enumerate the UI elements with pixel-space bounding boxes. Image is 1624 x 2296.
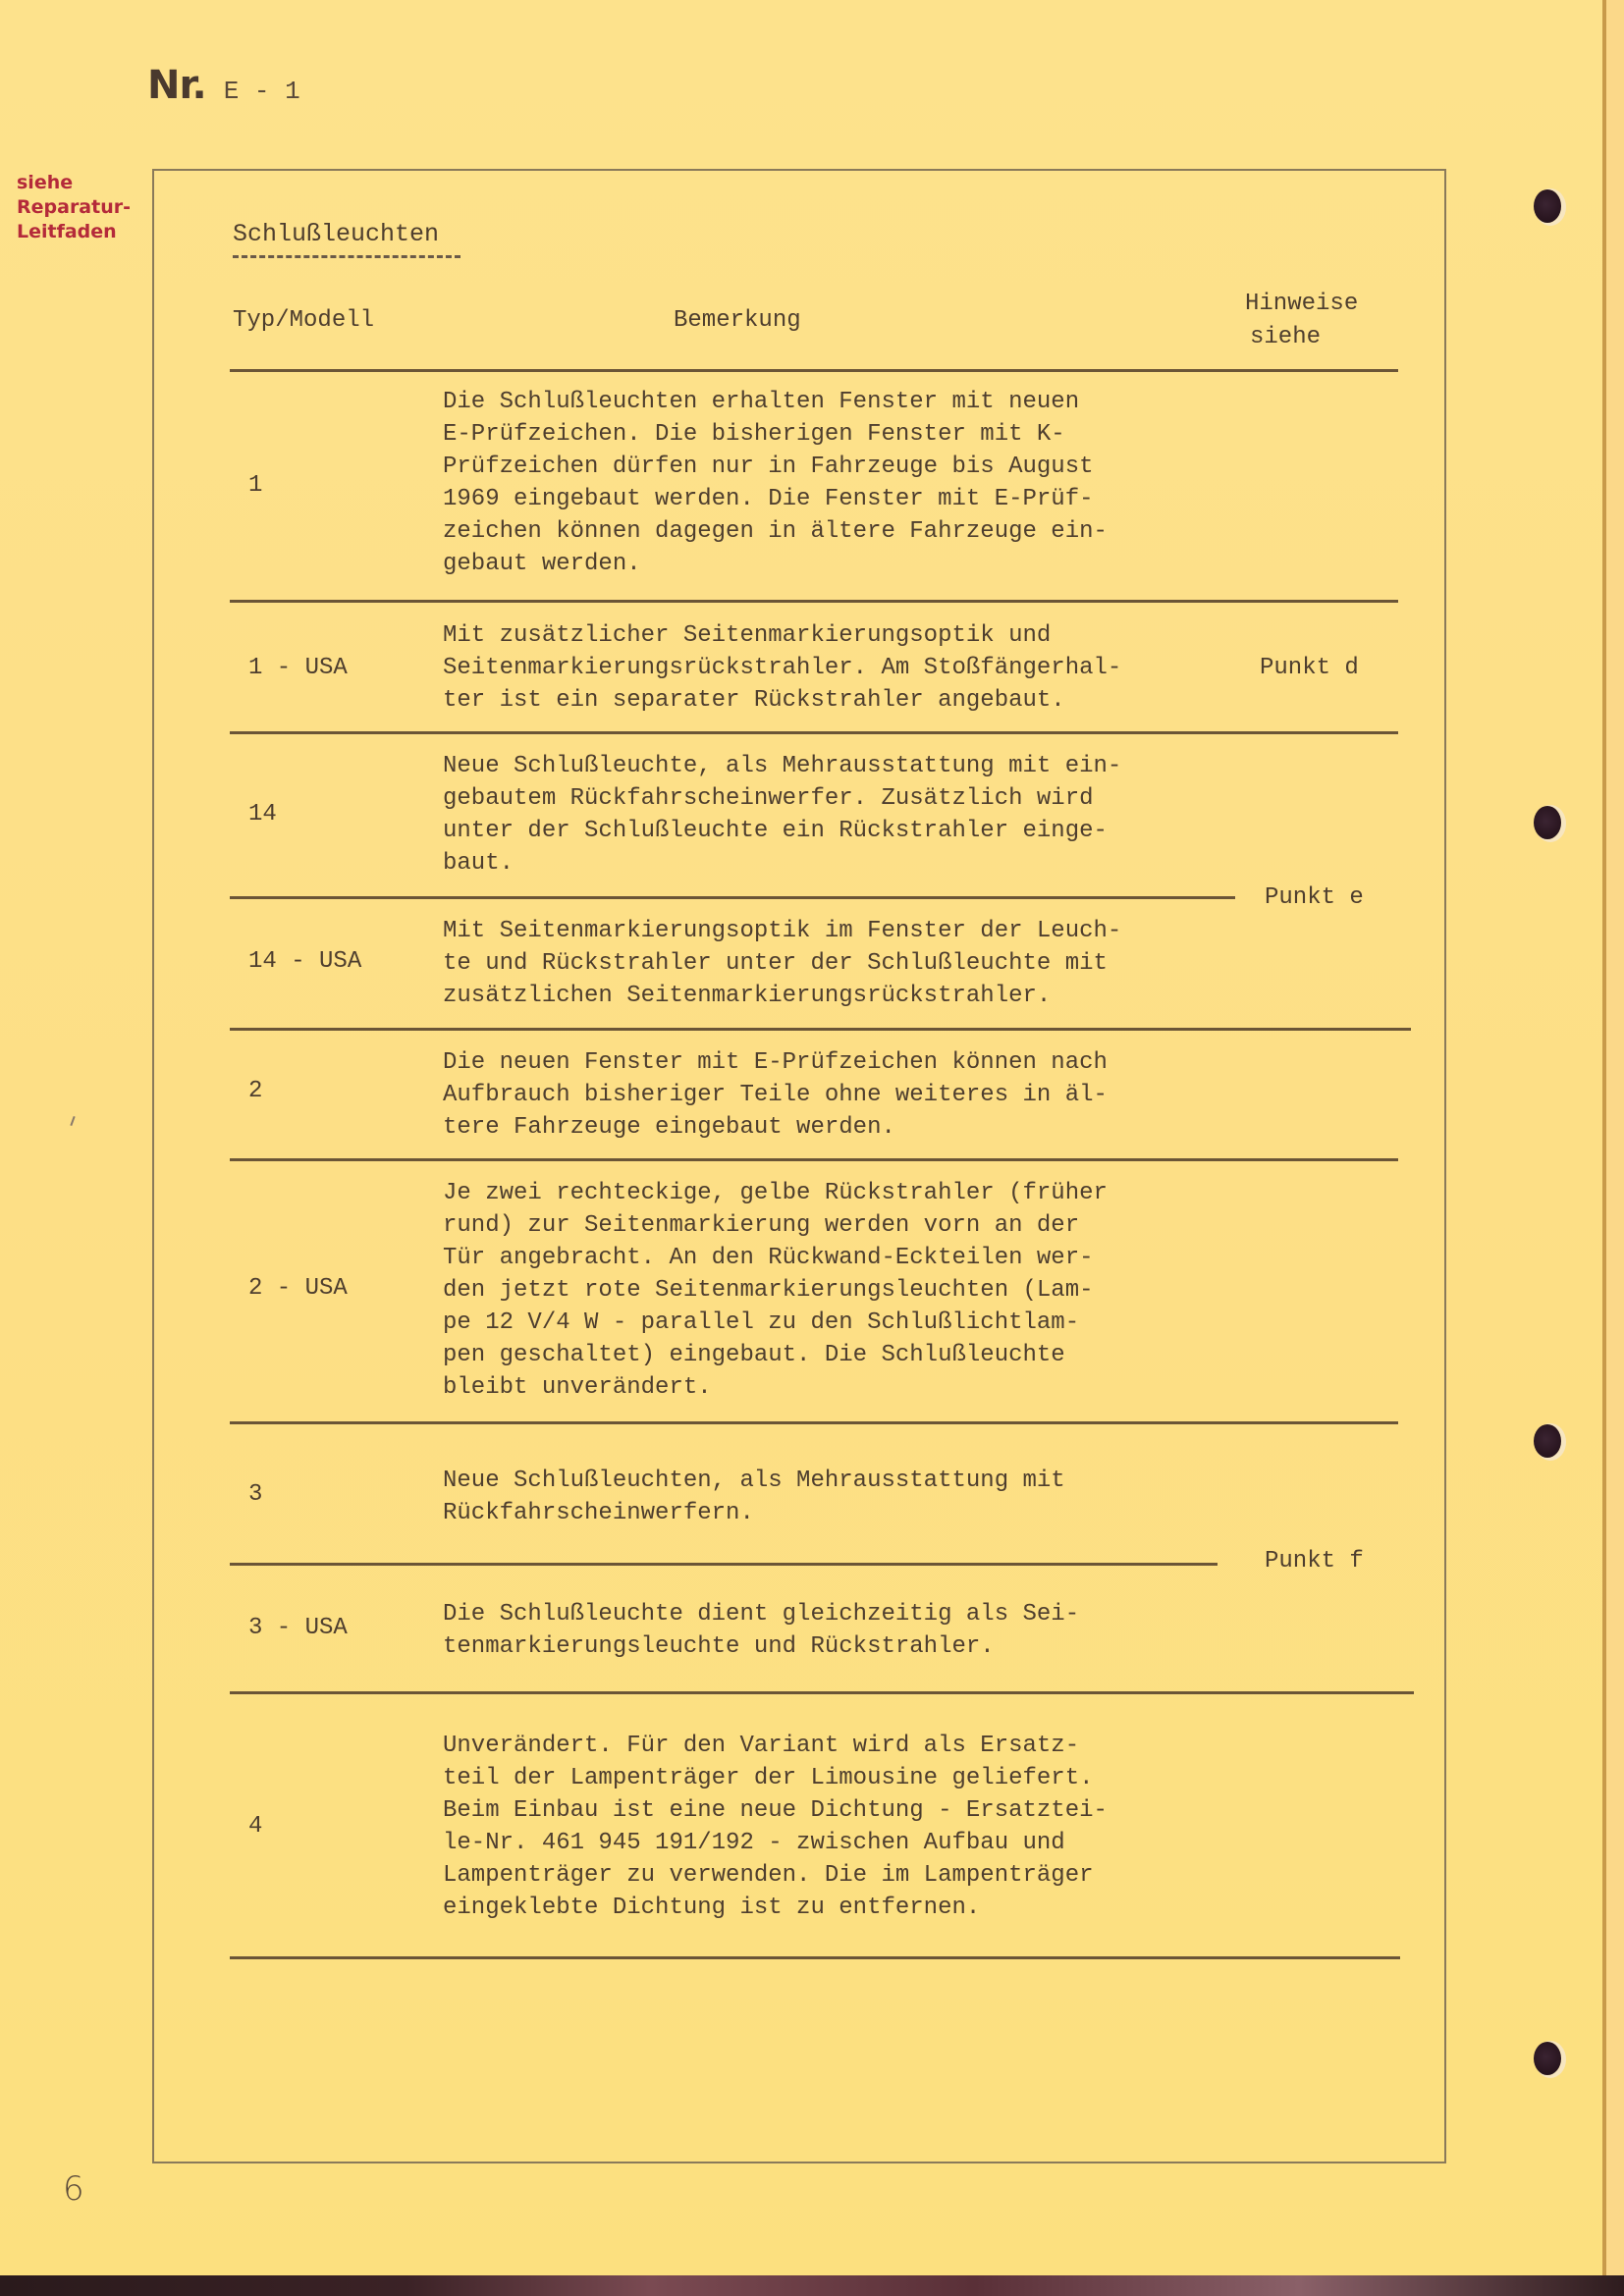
remark-line: Neue Schlußleuchten, als Mehrausstattung mit (443, 1468, 1065, 1494)
remark-line: Tür angebracht. An den Rückwand-Eckteilen wer- (443, 1245, 1094, 1271)
row-remark (443, 1046, 1248, 1144)
remark-line: Beim Einbau ist eine neue Dichtung - Ersatztei- (443, 1797, 1108, 1824)
row-typ: 2 - USA (248, 1275, 348, 1302)
remark-line: zeichen können dagegen in ältere Fahrzeuge ein- (443, 518, 1108, 545)
row-remark (443, 1730, 1248, 1924)
remark-line: tenmarkierungsleuchte und Rückstrahler. (443, 1633, 995, 1660)
row-rule (230, 1691, 1414, 1694)
remark-line: tere Fahrzeuge eingebaut werden. (443, 1114, 895, 1141)
section-title-underline (233, 255, 460, 258)
remark-line: Lampenträger zu verwenden. Die im Lampenträger (443, 1862, 1094, 1889)
column-header-hinweise: Hinweise (1245, 291, 1359, 317)
remark-line: bleibt unverändert. (443, 1374, 712, 1401)
remark-line: gebaut werden. (443, 551, 641, 577)
row-remark (443, 1465, 1248, 1529)
remark-line: 1969 eingebaut werden. Die Fenster mit E-Prüf- (443, 486, 1094, 512)
remark-line: Neue Schlußleuchte, als Mehrausstattung mit ein- (443, 753, 1122, 779)
row-typ: 1 - USA (248, 655, 348, 681)
remark-line: le-Nr. 461 945 191/192 - zwischen Aufbau und (443, 1830, 1065, 1856)
remark-line: ter ist ein separater Rückstrahler angebaut. (443, 687, 1065, 714)
row-rule (230, 1028, 1411, 1031)
row-rule-partial (230, 1563, 1218, 1566)
remark-line: pe 12 V/4 W - parallel zu den Schlußlichtlam- (443, 1309, 1080, 1336)
sidenote-line: siehe (17, 172, 74, 193)
remark-line: zusätzlichen Seitenmarkierungsrückstrahler. (443, 983, 1052, 1009)
remark-line: gebautem Rückfahrscheinwerfer. Zusätzlich wird (443, 785, 1094, 812)
page-edge-strip (1606, 0, 1624, 2283)
remark-line: eingeklebte Dichtung ist zu entfernen. (443, 1895, 981, 1921)
sidenote-repair-guide (17, 171, 131, 244)
remark-line: rund) zur Seitenmarkierung werden vorn an der (443, 1212, 1080, 1239)
remark-line: Seitenmarkierungsrückstrahler. Am Stoßfängerhal- (443, 655, 1122, 681)
column-header-typ: Typ/Modell (233, 307, 375, 334)
row-typ: 2 (248, 1078, 263, 1104)
remark-line: Die Schlußleuchte dient gleichzeitig als Sei- (443, 1601, 1080, 1628)
remark-line: Mit Seitenmarkierungsoptik im Fenster der Leuch- (443, 918, 1122, 944)
shared-reference: Punkt e (1265, 884, 1364, 911)
row-rule (230, 600, 1398, 603)
row-remark (443, 386, 1248, 580)
row-rule (230, 1158, 1398, 1161)
row-typ: 14 - USA (248, 948, 362, 975)
row-typ: 14 (248, 801, 277, 828)
row-typ: 1 (248, 472, 263, 499)
remark-line: baut. (443, 850, 514, 877)
scan-background (0, 2275, 1624, 2296)
remark-line: Je zwei rechteckige, gelbe Rückstrahler (früher (443, 1180, 1108, 1206)
row-remark (443, 915, 1248, 1012)
sidenote-line: Leitfaden (17, 221, 117, 242)
remark-line: te und Rückstrahler unter der Schlußleuchte mit (443, 950, 1108, 977)
remark-line: Unverändert. Für den Variant wird als Ersatz- (443, 1733, 1080, 1759)
shared-reference: Punkt f (1265, 1548, 1364, 1575)
remark-line: pen geschaltet) eingebaut. Die Schlußleuchte (443, 1342, 1065, 1368)
row-rule (230, 1421, 1398, 1424)
remark-line: den jetzt rote Seitenmarkierungsleuchten (Lam- (443, 1277, 1094, 1304)
remark-line: Aufbrauch bisheriger Teile ohne weiteres in äl- (443, 1082, 1108, 1108)
remark-line: Prüfzeichen dürfen nur in Fahrzeuge bis August (443, 454, 1094, 480)
punch-hole-icon (1534, 1424, 1561, 1458)
document-number-value: E - 1 (223, 77, 300, 106)
row-remark (443, 1177, 1248, 1404)
punch-hole-icon (1534, 189, 1561, 223)
header-rule (230, 369, 1398, 372)
row-reference: Punkt d (1260, 655, 1359, 681)
remark-line: Mit zusätzlicher Seitenmarkierungsoptik und (443, 622, 1052, 649)
document-number (147, 63, 300, 108)
row-remark (443, 750, 1248, 880)
remark-line: E-Prüfzeichen. Die bisherigen Fenster mit K- (443, 421, 1065, 448)
punch-hole-icon (1534, 2042, 1561, 2075)
row-typ: 3 (248, 1481, 263, 1508)
section-title: Schlußleuchten (233, 220, 440, 248)
row-typ: 4 (248, 1813, 263, 1840)
remark-line: Die Schlußleuchten erhalten Fenster mit neuen (443, 389, 1080, 415)
row-typ: 3 - USA (248, 1615, 348, 1641)
row-rule (230, 731, 1398, 734)
row-rule-partial (230, 896, 1235, 899)
remark-line: Rückfahrscheinwerfern. (443, 1500, 754, 1526)
column-header-siehe: siehe (1250, 324, 1322, 350)
column-header-bemerkung: Bemerkung (674, 307, 801, 334)
punch-hole-icon (1534, 806, 1561, 839)
remark-line: Die neuen Fenster mit E-Prüfzeichen können nach (443, 1049, 1108, 1076)
row-remark (443, 619, 1248, 717)
row-remark (443, 1598, 1248, 1663)
row-rule (230, 1956, 1400, 1959)
page-number: 6 (63, 2169, 84, 2209)
remark-line: unter der Schlußleuchte ein Rückstrahler einge- (443, 818, 1108, 844)
document-number-label: Nr. (147, 63, 206, 108)
remark-line: teil der Lampenträger der Limousine geliefert. (443, 1765, 1094, 1791)
sidenote-line: Reparatur- (17, 196, 131, 218)
